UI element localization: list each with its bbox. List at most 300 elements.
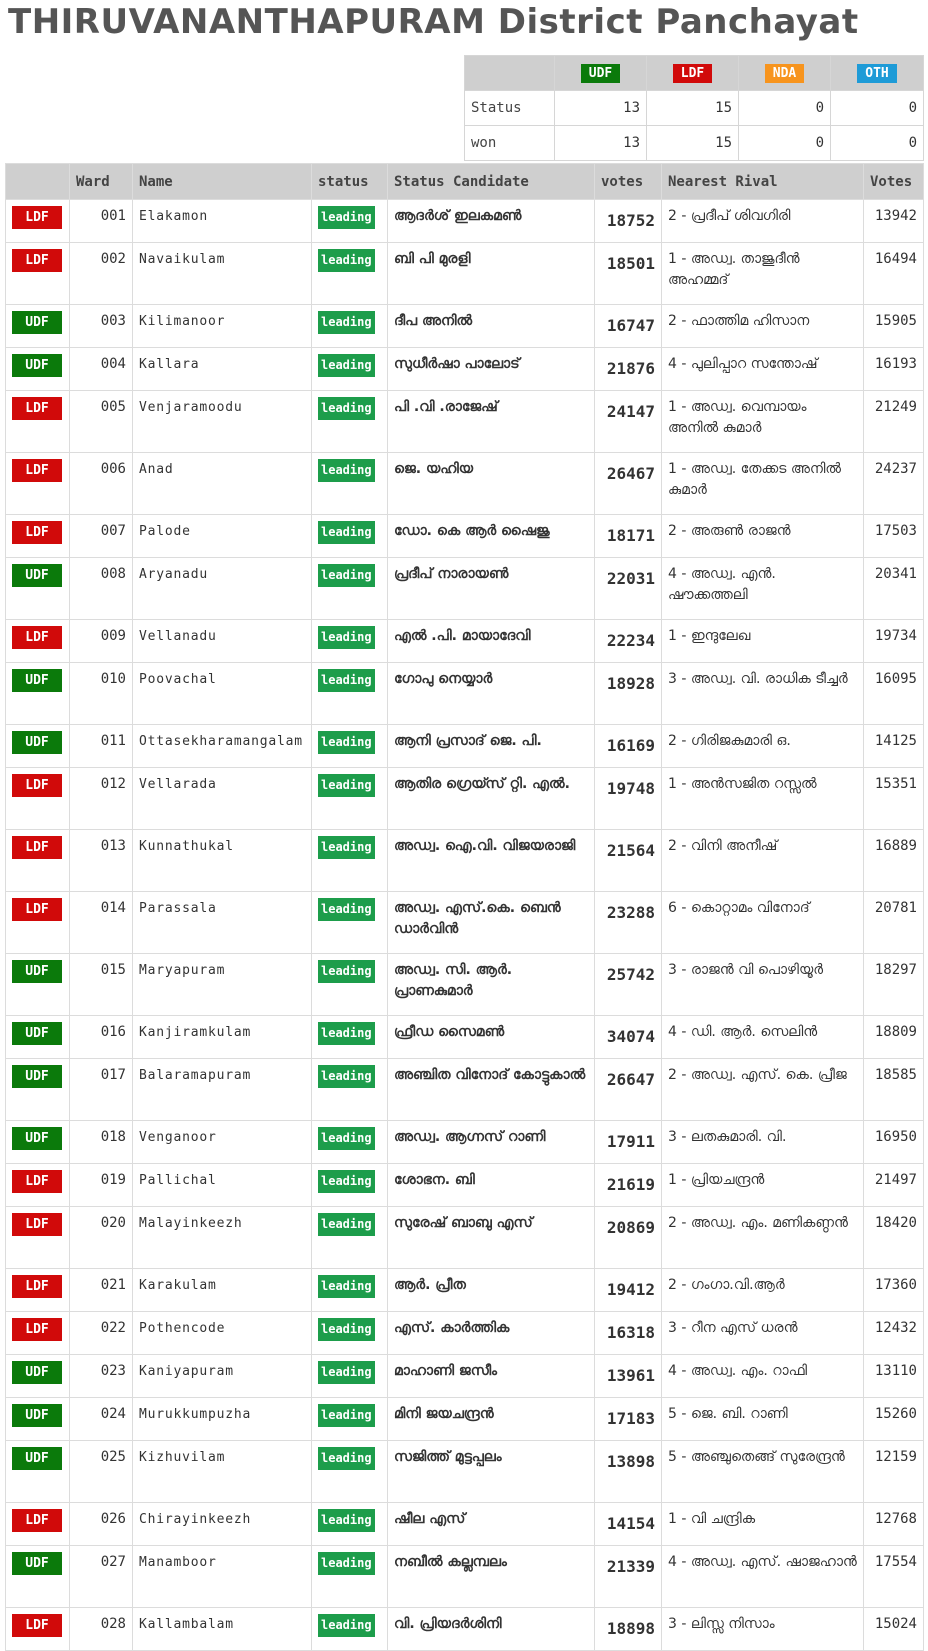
ward-name: Karakulam bbox=[133, 1269, 312, 1312]
status-cell bbox=[312, 1312, 388, 1355]
party-cell bbox=[6, 348, 70, 391]
oth-badge: OTH bbox=[857, 64, 896, 83]
table-row bbox=[6, 1441, 924, 1503]
party-cell bbox=[6, 391, 70, 453]
nearest-rival: 2 - പ്രദീപ് ശിവഗിരി bbox=[662, 200, 864, 243]
ward-name: Anad bbox=[133, 453, 312, 515]
table-row bbox=[6, 1503, 924, 1546]
party-badge: LDF bbox=[12, 1614, 62, 1637]
status-cell bbox=[312, 305, 388, 348]
status-cell bbox=[312, 1503, 388, 1546]
party-badge: LDF bbox=[12, 1318, 62, 1341]
party-cell bbox=[6, 1608, 70, 1651]
candidate-votes: 26467 bbox=[595, 453, 662, 515]
party-badge: UDF bbox=[12, 960, 62, 983]
ward-number: 010 bbox=[70, 663, 133, 725]
summary-row-label: Status bbox=[465, 91, 555, 126]
status-badge: leading bbox=[318, 1065, 375, 1088]
ward-number: 004 bbox=[70, 348, 133, 391]
summary-value: 0 bbox=[739, 91, 831, 126]
status-badge: leading bbox=[318, 1404, 375, 1427]
rival-votes: 18297 bbox=[864, 954, 924, 1016]
status-badge: leading bbox=[318, 626, 375, 649]
status-cell bbox=[312, 725, 388, 768]
summary-value: 13 bbox=[555, 91, 647, 126]
rival-votes: 15024 bbox=[864, 1608, 924, 1651]
nearest-rival: 6 - കൊറ്റാമം വിനോദ് bbox=[662, 892, 864, 954]
status-candidate: ഷീല എസ് bbox=[388, 1503, 595, 1546]
table-row bbox=[6, 1398, 924, 1441]
summary-corner-cell bbox=[465, 56, 555, 91]
status-cell bbox=[312, 1016, 388, 1059]
table-row bbox=[6, 558, 924, 620]
ward-number: 008 bbox=[70, 558, 133, 620]
party-badge: UDF bbox=[12, 669, 62, 692]
ward-name: Malayinkeezh bbox=[133, 1207, 312, 1269]
party-badge: LDF bbox=[12, 774, 62, 797]
party-badge: UDF bbox=[12, 311, 62, 334]
ward-number: 007 bbox=[70, 515, 133, 558]
party-badge: LDF bbox=[12, 249, 62, 272]
party-badge: UDF bbox=[12, 731, 62, 754]
ward-number: 018 bbox=[70, 1121, 133, 1164]
party-cell bbox=[6, 558, 70, 620]
status-candidate: അഡ്വ. എസ്.കെ. ബെൻ ഡാർവിൻ bbox=[388, 892, 595, 954]
ward-name: Murukkumpuzha bbox=[133, 1398, 312, 1441]
status-badge: leading bbox=[318, 1127, 375, 1150]
party-badge: UDF bbox=[12, 1127, 62, 1150]
ward-number: 005 bbox=[70, 391, 133, 453]
status-cell bbox=[312, 1398, 388, 1441]
header-rival-votes: Votes bbox=[864, 164, 924, 200]
status-cell bbox=[312, 830, 388, 892]
ward-number: 003 bbox=[70, 305, 133, 348]
candidate-votes: 18171 bbox=[595, 515, 662, 558]
rival-votes: 13942 bbox=[864, 200, 924, 243]
table-row bbox=[6, 1059, 924, 1121]
status-cell bbox=[312, 620, 388, 663]
party-cell bbox=[6, 1546, 70, 1608]
party-cell bbox=[6, 1312, 70, 1355]
party-cell bbox=[6, 663, 70, 725]
status-cell bbox=[312, 1355, 388, 1398]
header-votes: votes bbox=[595, 164, 662, 200]
status-badge: leading bbox=[318, 249, 375, 272]
party-cell bbox=[6, 768, 70, 830]
nearest-rival: 2 - ഫാത്തിമ ഹിസാന bbox=[662, 305, 864, 348]
party-cell bbox=[6, 1207, 70, 1269]
party-cell bbox=[6, 1164, 70, 1207]
nda-badge: NDA bbox=[765, 64, 804, 83]
candidate-votes: 19748 bbox=[595, 768, 662, 830]
summary-header-row bbox=[465, 56, 924, 91]
status-badge: leading bbox=[318, 669, 375, 692]
nearest-rival: 1 - ഇന്ദുലേഖ bbox=[662, 620, 864, 663]
rival-votes: 21497 bbox=[864, 1164, 924, 1207]
party-cell bbox=[6, 1398, 70, 1441]
party-badge: UDF bbox=[12, 1065, 62, 1088]
nearest-rival: 3 - റീന എസ് ധരൻ bbox=[662, 1312, 864, 1355]
party-cell bbox=[6, 830, 70, 892]
status-cell bbox=[312, 453, 388, 515]
candidate-votes: 16747 bbox=[595, 305, 662, 348]
party-badge: UDF bbox=[12, 1361, 62, 1384]
status-candidate: ദീപ അനിൽ bbox=[388, 305, 595, 348]
summary-value: 0 bbox=[739, 126, 831, 161]
party-badge: LDF bbox=[12, 1213, 62, 1236]
summary-row-won bbox=[465, 126, 924, 161]
ward-number: 017 bbox=[70, 1059, 133, 1121]
status-candidate: ഡോ. കെ ആർ ഷൈജു bbox=[388, 515, 595, 558]
status-badge: leading bbox=[318, 836, 375, 859]
status-cell bbox=[312, 892, 388, 954]
candidate-votes: 20869 bbox=[595, 1207, 662, 1269]
table-row bbox=[6, 200, 924, 243]
candidate-votes: 21619 bbox=[595, 1164, 662, 1207]
status-cell bbox=[312, 663, 388, 725]
nearest-rival: 3 - അഡ്വ. വി. രാധിക ടീച്ചർ bbox=[662, 663, 864, 725]
summary-value: 0 bbox=[831, 126, 924, 161]
party-cell bbox=[6, 1121, 70, 1164]
table-row bbox=[6, 1207, 924, 1269]
rival-votes: 17360 bbox=[864, 1269, 924, 1312]
table-row bbox=[6, 453, 924, 515]
party-summary-table bbox=[464, 55, 924, 161]
status-badge: leading bbox=[318, 1552, 375, 1575]
ward-number: 015 bbox=[70, 954, 133, 1016]
table-row bbox=[6, 830, 924, 892]
status-candidate: പി .വി .രാജേഷ് bbox=[388, 391, 595, 453]
nearest-rival: 4 - പുലിപ്പാറ സന്തോഷ് bbox=[662, 348, 864, 391]
status-cell bbox=[312, 1121, 388, 1164]
candidate-votes: 18928 bbox=[595, 663, 662, 725]
candidate-votes: 21564 bbox=[595, 830, 662, 892]
nearest-rival: 5 - അഞ്ചുതെങ്ങ് സുരേന്ദ്രൻ bbox=[662, 1441, 864, 1503]
rival-votes: 21249 bbox=[864, 391, 924, 453]
status-cell bbox=[312, 1546, 388, 1608]
party-badge: LDF bbox=[12, 1275, 62, 1298]
ward-number: 006 bbox=[70, 453, 133, 515]
table-row bbox=[6, 1312, 924, 1355]
status-badge: leading bbox=[318, 206, 375, 229]
party-badge: UDF bbox=[12, 1552, 62, 1575]
ward-name: Ottasekharamangalam bbox=[133, 725, 312, 768]
ward-results-table bbox=[5, 163, 924, 1651]
status-candidate: എസ്. കാർത്തിക bbox=[388, 1312, 595, 1355]
status-candidate: ശോഭന. ബി bbox=[388, 1164, 595, 1207]
party-cell bbox=[6, 1441, 70, 1503]
rival-votes: 18809 bbox=[864, 1016, 924, 1059]
status-badge: leading bbox=[318, 898, 375, 921]
ward-number: 026 bbox=[70, 1503, 133, 1546]
rival-votes: 12768 bbox=[864, 1503, 924, 1546]
table-header-row bbox=[6, 164, 924, 200]
status-badge: leading bbox=[318, 521, 375, 544]
nearest-rival: 2 - വിനി അനീഷ് bbox=[662, 830, 864, 892]
status-candidate: സജിത്ത് മുട്ടപ്പലം bbox=[388, 1441, 595, 1503]
summary-value: 13 bbox=[555, 126, 647, 161]
ward-name: Kallambalam bbox=[133, 1608, 312, 1651]
table-row bbox=[6, 1608, 924, 1651]
status-badge: leading bbox=[318, 311, 375, 334]
status-cell bbox=[312, 1269, 388, 1312]
candidate-votes: 21339 bbox=[595, 1546, 662, 1608]
party-cell bbox=[6, 1016, 70, 1059]
nearest-rival: 1 - അഡ്വ. താജുദീൻ അഹമ്മദ് bbox=[662, 243, 864, 305]
ward-number: 013 bbox=[70, 830, 133, 892]
page-title: THIRUVANANTHAPURAM District Panchayat bbox=[8, 2, 859, 42]
status-badge: leading bbox=[318, 960, 375, 983]
candidate-votes: 23288 bbox=[595, 892, 662, 954]
candidate-votes: 16169 bbox=[595, 725, 662, 768]
summary-value: 0 bbox=[831, 91, 924, 126]
status-cell bbox=[312, 391, 388, 453]
ward-name: Kanjiramkulam bbox=[133, 1016, 312, 1059]
rival-votes: 15351 bbox=[864, 768, 924, 830]
status-cell bbox=[312, 515, 388, 558]
candidate-votes: 14154 bbox=[595, 1503, 662, 1546]
status-cell bbox=[312, 768, 388, 830]
nearest-rival: 2 - അഡ്വ. എം. മണികണ്ഠൻ bbox=[662, 1207, 864, 1269]
table-row bbox=[6, 515, 924, 558]
candidate-votes: 17183 bbox=[595, 1398, 662, 1441]
party-badge: UDF bbox=[12, 1447, 62, 1470]
status-candidate: അഞ്ചിത വിനോദ് കോട്ടുകാൽ bbox=[388, 1059, 595, 1121]
ward-number: 025 bbox=[70, 1441, 133, 1503]
party-cell bbox=[6, 1503, 70, 1546]
ward-name: Aryanadu bbox=[133, 558, 312, 620]
summary-row-label: won bbox=[465, 126, 555, 161]
status-candidate: ഗോപു നെയ്യാർ bbox=[388, 663, 595, 725]
party-cell bbox=[6, 725, 70, 768]
status-badge: leading bbox=[318, 1022, 375, 1045]
candidate-votes: 22031 bbox=[595, 558, 662, 620]
status-candidate: പ്രദീപ് നാരായൺ bbox=[388, 558, 595, 620]
party-cell bbox=[6, 1355, 70, 1398]
party-cell bbox=[6, 305, 70, 348]
candidate-votes: 18501 bbox=[595, 243, 662, 305]
summary-row-status bbox=[465, 91, 924, 126]
ward-name: Kaniyapuram bbox=[133, 1355, 312, 1398]
rival-votes: 16950 bbox=[864, 1121, 924, 1164]
party-badge: UDF bbox=[12, 1404, 62, 1427]
candidate-votes: 19412 bbox=[595, 1269, 662, 1312]
ward-number: 023 bbox=[70, 1355, 133, 1398]
status-badge: leading bbox=[318, 1275, 375, 1298]
nearest-rival: 3 - ലതകുമാരി. വി. bbox=[662, 1121, 864, 1164]
rival-votes: 24237 bbox=[864, 453, 924, 515]
nearest-rival: 2 - ഗിരിജകുമാരി ഒ. bbox=[662, 725, 864, 768]
nearest-rival: 2 - അഡ്വ. എസ്. കെ. പ്രീജ bbox=[662, 1059, 864, 1121]
status-badge: leading bbox=[318, 1509, 375, 1532]
nearest-rival: 4 - ഡി. ആർ. സെലിൻ bbox=[662, 1016, 864, 1059]
status-candidate: സുധീർഷാ പാലോട് bbox=[388, 348, 595, 391]
status-cell bbox=[312, 1059, 388, 1121]
rival-votes: 17503 bbox=[864, 515, 924, 558]
status-candidate: മാഹാണി ജസീം bbox=[388, 1355, 595, 1398]
status-candidate: അഡ്വ. ഐ.വി. വിജയരാജി bbox=[388, 830, 595, 892]
ward-name: Kunnathukal bbox=[133, 830, 312, 892]
rival-votes: 16889 bbox=[864, 830, 924, 892]
table-row bbox=[6, 1546, 924, 1608]
rival-votes: 17554 bbox=[864, 1546, 924, 1608]
table-row bbox=[6, 620, 924, 663]
nearest-rival: 2 - അരുൺ രാജൻ bbox=[662, 515, 864, 558]
rival-votes: 15905 bbox=[864, 305, 924, 348]
status-badge: leading bbox=[318, 1213, 375, 1236]
ward-name: Parassala bbox=[133, 892, 312, 954]
party-badge: LDF bbox=[12, 1170, 62, 1193]
party-cell bbox=[6, 243, 70, 305]
party-badge: LDF bbox=[12, 521, 62, 544]
candidate-votes: 25742 bbox=[595, 954, 662, 1016]
rival-votes: 15260 bbox=[864, 1398, 924, 1441]
header-party bbox=[6, 164, 70, 200]
status-badge: leading bbox=[318, 1447, 375, 1470]
ward-number: 019 bbox=[70, 1164, 133, 1207]
header-name: Name bbox=[133, 164, 312, 200]
status-badge: leading bbox=[318, 354, 375, 377]
table-row bbox=[6, 663, 924, 725]
candidate-votes: 18898 bbox=[595, 1608, 662, 1651]
rival-votes: 18420 bbox=[864, 1207, 924, 1269]
table-row bbox=[6, 1164, 924, 1207]
rival-votes: 13110 bbox=[864, 1355, 924, 1398]
ward-name: Kizhuvilam bbox=[133, 1441, 312, 1503]
rival-votes: 20341 bbox=[864, 558, 924, 620]
rival-votes: 16095 bbox=[864, 663, 924, 725]
party-cell bbox=[6, 620, 70, 663]
rival-votes: 12432 bbox=[864, 1312, 924, 1355]
party-badge: LDF bbox=[12, 206, 62, 229]
status-cell bbox=[312, 954, 388, 1016]
party-cell bbox=[6, 1059, 70, 1121]
candidate-votes: 13961 bbox=[595, 1355, 662, 1398]
ward-name: Maryapuram bbox=[133, 954, 312, 1016]
ward-name: Venjaramoodu bbox=[133, 391, 312, 453]
status-candidate: വി. പ്രിയദർശിനി bbox=[388, 1608, 595, 1651]
status-badge: leading bbox=[318, 564, 375, 587]
table-row bbox=[6, 768, 924, 830]
udf-badge: UDF bbox=[581, 64, 620, 83]
status-cell bbox=[312, 200, 388, 243]
party-cell bbox=[6, 954, 70, 1016]
nearest-rival: 1 - അഡ്വ. വെമ്പായം അനിൽ കുമാർ bbox=[662, 391, 864, 453]
ward-number: 020 bbox=[70, 1207, 133, 1269]
party-badge: UDF bbox=[12, 354, 62, 377]
party-badge: LDF bbox=[12, 626, 62, 649]
summary-value: 15 bbox=[647, 126, 739, 161]
rival-votes: 18585 bbox=[864, 1059, 924, 1121]
status-cell bbox=[312, 558, 388, 620]
nearest-rival: 3 - ലിസ്സ നിസാം bbox=[662, 1608, 864, 1651]
rival-votes: 14125 bbox=[864, 725, 924, 768]
party-cell bbox=[6, 453, 70, 515]
status-candidate: നബീൽ കല്ലമ്പലം bbox=[388, 1546, 595, 1608]
nearest-rival: 4 - അഡ്വ. എസ്. ഷാജഹാൻ bbox=[662, 1546, 864, 1608]
ward-name: Navaikulam bbox=[133, 243, 312, 305]
status-badge: leading bbox=[318, 397, 375, 420]
candidate-votes: 13898 bbox=[595, 1441, 662, 1503]
ward-name: Kallara bbox=[133, 348, 312, 391]
party-cell bbox=[6, 892, 70, 954]
status-candidate: മിനി ജയചന്ദ്രൻ bbox=[388, 1398, 595, 1441]
ldf-badge: LDF bbox=[673, 64, 712, 83]
party-badge: UDF bbox=[12, 564, 62, 587]
candidate-votes: 34074 bbox=[595, 1016, 662, 1059]
ward-number: 011 bbox=[70, 725, 133, 768]
party-badge: LDF bbox=[12, 397, 62, 420]
nearest-rival: 1 - വി ചന്ദ്രിക bbox=[662, 1503, 864, 1546]
status-cell bbox=[312, 348, 388, 391]
ward-name: Chirayinkeezh bbox=[133, 1503, 312, 1546]
party-badge: LDF bbox=[12, 1509, 62, 1532]
party-cell bbox=[6, 515, 70, 558]
ward-name: Venganoor bbox=[133, 1121, 312, 1164]
table-row bbox=[6, 892, 924, 954]
table-row bbox=[6, 1121, 924, 1164]
status-cell bbox=[312, 1608, 388, 1651]
ward-name: Kilimanoor bbox=[133, 305, 312, 348]
nearest-rival: 4 - അഡ്വ. എൻ. ഷൗക്കത്തലി bbox=[662, 558, 864, 620]
status-candidate: ആദർശ് ഇലകമൺ bbox=[388, 200, 595, 243]
status-candidate: ബി പി മുരളി bbox=[388, 243, 595, 305]
table-row bbox=[6, 391, 924, 453]
ward-name: Manamboor bbox=[133, 1546, 312, 1608]
header-status-candidate: Status Candidate bbox=[388, 164, 595, 200]
header-nearest-rival: Nearest Rival bbox=[662, 164, 864, 200]
status-cell bbox=[312, 243, 388, 305]
ward-number: 028 bbox=[70, 1608, 133, 1651]
party-badge: LDF bbox=[12, 836, 62, 859]
status-badge: leading bbox=[318, 1318, 375, 1341]
candidate-votes: 21876 bbox=[595, 348, 662, 391]
rival-votes: 20781 bbox=[864, 892, 924, 954]
ward-number: 022 bbox=[70, 1312, 133, 1355]
status-candidate: അഡ്വ. സി. ആർ. പ്രാണകുമാർ bbox=[388, 954, 595, 1016]
ward-name: Vellarada bbox=[133, 768, 312, 830]
summary-value: 15 bbox=[647, 91, 739, 126]
ward-number: 002 bbox=[70, 243, 133, 305]
ward-number: 016 bbox=[70, 1016, 133, 1059]
status-candidate: ഫ്രീഡ സൈമൺ bbox=[388, 1016, 595, 1059]
nearest-rival: 1 - അൻസജിത റസ്സൽ bbox=[662, 768, 864, 830]
rival-votes: 19734 bbox=[864, 620, 924, 663]
status-candidate: അഡ്വ. ആഗ്നസ് റാണി bbox=[388, 1121, 595, 1164]
party-badge: UDF bbox=[12, 1022, 62, 1045]
status-cell bbox=[312, 1164, 388, 1207]
status-badge: leading bbox=[318, 1361, 375, 1384]
header-status: status bbox=[312, 164, 388, 200]
ward-table-body bbox=[6, 200, 924, 1651]
status-cell bbox=[312, 1441, 388, 1503]
candidate-votes: 26647 bbox=[595, 1059, 662, 1121]
ward-name: Palode bbox=[133, 515, 312, 558]
status-candidate: ആർ. പ്രീത bbox=[388, 1269, 595, 1312]
candidate-votes: 16318 bbox=[595, 1312, 662, 1355]
status-candidate: എൽ .പി. മായാദേവി bbox=[388, 620, 595, 663]
status-badge: leading bbox=[318, 459, 375, 482]
ward-number: 021 bbox=[70, 1269, 133, 1312]
status-candidate: ജെ. യഹിയ bbox=[388, 453, 595, 515]
nearest-rival: 1 - പ്രിയചന്ദ്രൻ bbox=[662, 1164, 864, 1207]
header-ward: Ward bbox=[70, 164, 133, 200]
party-cell bbox=[6, 200, 70, 243]
ward-number: 009 bbox=[70, 620, 133, 663]
nearest-rival: 2 - ഗംഗാ.വി.ആർ bbox=[662, 1269, 864, 1312]
party-badge: LDF bbox=[12, 898, 62, 921]
rival-votes: 12159 bbox=[864, 1441, 924, 1503]
